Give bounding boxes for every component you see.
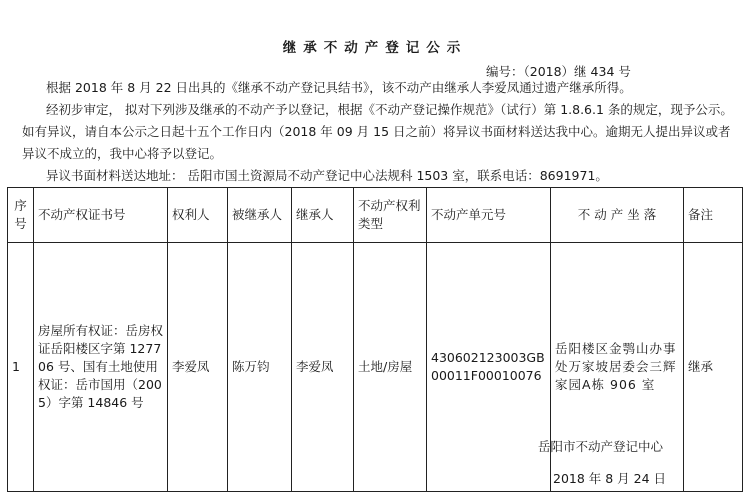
cell-heir: 李爱凤 bbox=[292, 243, 354, 492]
paragraph-objection-address: 异议书面材料送达地址： 岳阳市国土资源局不动产登记中心法规科 1503 室，联系电话：8691971。 bbox=[46, 168, 608, 183]
cell-seq: 1 bbox=[8, 243, 34, 492]
cell-decedent: 陈万钧 bbox=[228, 243, 292, 492]
header-seq: 序号 bbox=[8, 188, 34, 243]
document-number: 编号：（2018）继 434 号 bbox=[486, 64, 631, 79]
cell-note: 继承 bbox=[684, 243, 743, 492]
paragraph-notice: 经初步审定， 拟对下列涉及继承的不动产予以登记，根据《不动产登记操作规范》（试行）第 1.8.6.1 条的规定，现予公示。如有异议，请自本公示之日起十五个工作日内（2018 年 09 月 15 日之前）将异议书面材料送达我中心。逾期无人提出异议或者异议不成立的，我中心将予以登记。 bbox=[22, 102, 733, 161]
cell-location: 岳阳楼区金鹗山办事处万家坡居委会三辉家园A栋 906 室 bbox=[551, 243, 684, 492]
signature-organization: 岳阳市不动产登记中心 bbox=[538, 439, 664, 454]
cell-type: 土地/房屋 bbox=[354, 243, 427, 492]
header-decedent: 被继承人 bbox=[228, 188, 292, 243]
header-holder: 权利人 bbox=[168, 188, 228, 243]
table-header-row bbox=[8, 188, 743, 243]
paragraph-basis: 根据 2018 年 8 月 22 日出具的《继承不动产登记具结书》，该不动产由继承人李爱凤通过遗产继承所得。 bbox=[46, 80, 632, 95]
signature-date: 2018 年 8 月 24 日 bbox=[553, 471, 667, 486]
page-title: 继承不动产登记公示 bbox=[282, 40, 468, 56]
cell-holder: 李爱凤 bbox=[168, 243, 228, 492]
header-heir: 继承人 bbox=[292, 188, 354, 243]
header-type: 不动产权利类型 bbox=[354, 188, 427, 243]
cell-unit: 430602123003GB00011F00010076 bbox=[427, 243, 551, 492]
header-cert: 不动产权证书号 bbox=[34, 188, 168, 243]
cell-cert: 房屋所有权证：岳房权证岳阳楼区字第 127706 号、国有土地使用权证：岳市国用（2005）字第 14846 号 bbox=[34, 243, 168, 492]
header-location: 不 动 产 坐 落 bbox=[551, 188, 684, 243]
header-note: 备注 bbox=[684, 188, 743, 243]
header-unit: 不动产单元号 bbox=[427, 188, 551, 243]
